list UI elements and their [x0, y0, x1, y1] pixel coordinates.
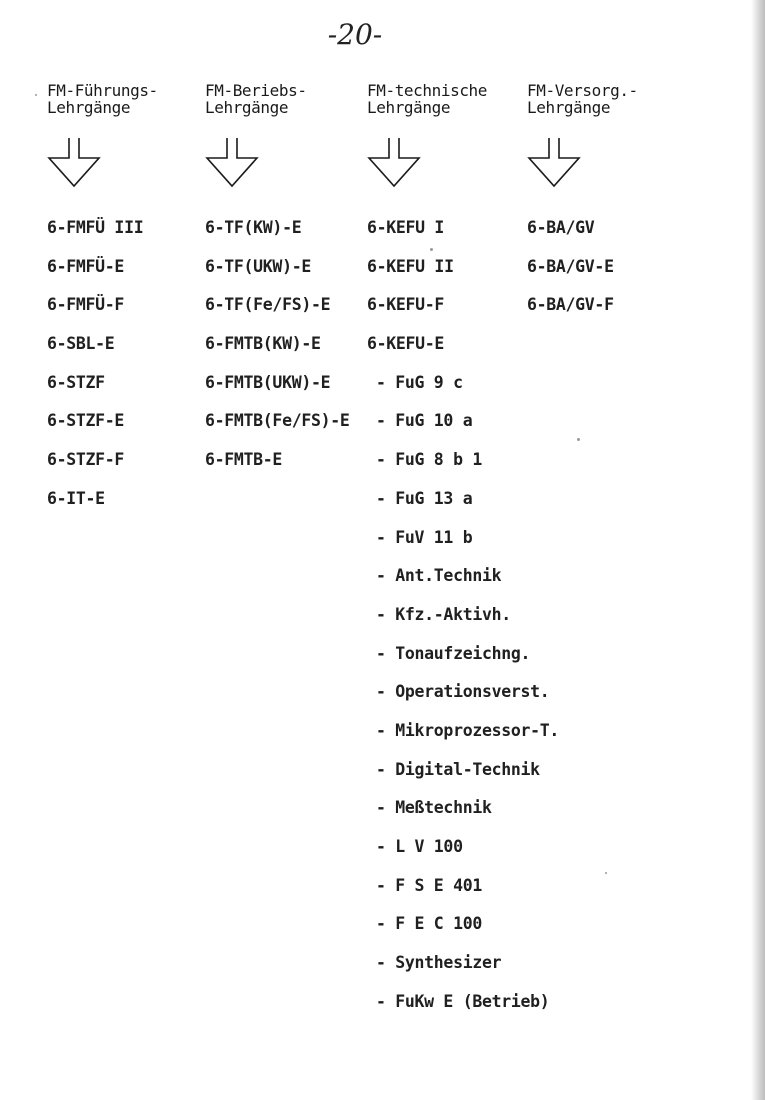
scanned-page-edge: [751, 0, 765, 1100]
list-item: - Ant.Technik: [376, 566, 502, 586]
list-item: 6-TF(KW)-E: [205, 218, 302, 237]
list-item: - F E C 100: [376, 914, 482, 934]
list-item: 6-STZF-F: [47, 450, 125, 470]
list-item: - FuG 13 a: [376, 488, 473, 508]
down-arrow-icon: [43, 136, 103, 192]
column-header-line-2: Lehrgänge: [527, 98, 611, 117]
column-header-line-2: Lehrgänge: [47, 98, 131, 117]
list-item: - F S E 401: [376, 875, 482, 895]
list-item: - Digital-Technik: [376, 759, 540, 779]
list-item: 6-BA/GV-F: [527, 295, 614, 315]
column-header-line-1: FM-technische: [367, 81, 488, 100]
down-arrow-icon: [201, 136, 261, 192]
list-item: - Operationsverst.: [376, 682, 550, 702]
list-item: 6-TF(UKW)-E: [205, 256, 311, 276]
list-item: 6-FMTB-E: [205, 450, 283, 470]
list-item: - Kfz.-Aktivh.: [376, 604, 511, 624]
list-item: 6-STZF-E: [47, 411, 125, 431]
list-item: - FuG 10 a: [376, 411, 473, 431]
list-item: 6-BA/GV-E: [527, 256, 614, 276]
down-arrow-icon: [523, 136, 583, 192]
column-header: [47, 82, 158, 122]
list-item: 6-KEFU II: [367, 256, 454, 276]
column-header-line-1: FM-Versorg.-: [527, 81, 638, 100]
list-item: 6-KEFU-F: [367, 295, 445, 315]
course-list: [47, 218, 143, 528]
list-item: - FuKw E (Betrieb): [376, 991, 550, 1011]
list-item: 6-TF(Fe/FS)-E: [205, 295, 331, 315]
column-fm-fuehrungs-lehrgaenge: [47, 81, 158, 508]
scan-speck: [577, 438, 580, 441]
list-item: 6-FMFÜ-F: [47, 295, 125, 315]
list-item: 6-IT-E: [47, 488, 105, 508]
list-item: - FuG 8 b 1: [376, 450, 482, 470]
column-header-line-1: FM-Führungs-: [47, 81, 158, 100]
column-header-line-2: Lehrgänge: [205, 98, 289, 117]
list-item: - Meßtechnik: [376, 798, 492, 818]
scan-speck: [605, 872, 607, 874]
list-item: 6-FMTB(KW)-E: [205, 334, 321, 354]
column-fm-beriebs-lehrgaenge: [205, 81, 350, 470]
column-fm-technische-lehrgaenge: [367, 81, 560, 1011]
column-header-line-1: FM-Beriebs-: [205, 81, 307, 100]
column-header-line-2: Lehrgänge: [367, 98, 451, 117]
page-number: -20-: [327, 18, 383, 51]
list-item: 6-FMTB(UKW)-E: [205, 372, 331, 392]
scan-speck: [35, 94, 37, 96]
course-list: [527, 218, 614, 334]
list-item: 6-KEFU-E: [367, 334, 445, 354]
list-item: - Synthesizer: [376, 953, 502, 973]
down-arrow-icon: [363, 136, 423, 192]
list-item: 6-FMFÜ III: [47, 218, 144, 237]
list-item: 6-BA/GV: [527, 218, 595, 237]
column-header: [367, 82, 487, 122]
list-item: 6-FMFÜ-E: [47, 256, 125, 276]
course-list: [205, 218, 350, 489]
list-item: - L V 100: [376, 837, 463, 856]
list-item: - FuV 11 b: [376, 527, 473, 547]
column-fm-versorg-lehrgaenge: [527, 81, 638, 315]
list-item: - Mikroprozessor-T.: [376, 720, 560, 740]
column-header: [527, 82, 638, 122]
list-item: 6-STZF: [47, 372, 105, 392]
list-item: - FuG 9 c: [376, 372, 463, 392]
column-header: [205, 82, 307, 122]
list-item: - Tonaufzeichng.: [376, 643, 531, 663]
scan-speck: [430, 248, 433, 251]
list-item: 6-KEFU I: [367, 218, 445, 237]
course-list: [367, 218, 559, 1030]
list-item: 6-SBL-E: [47, 334, 115, 354]
list-item: 6-FMTB(Fe/FS)-E: [205, 411, 350, 431]
